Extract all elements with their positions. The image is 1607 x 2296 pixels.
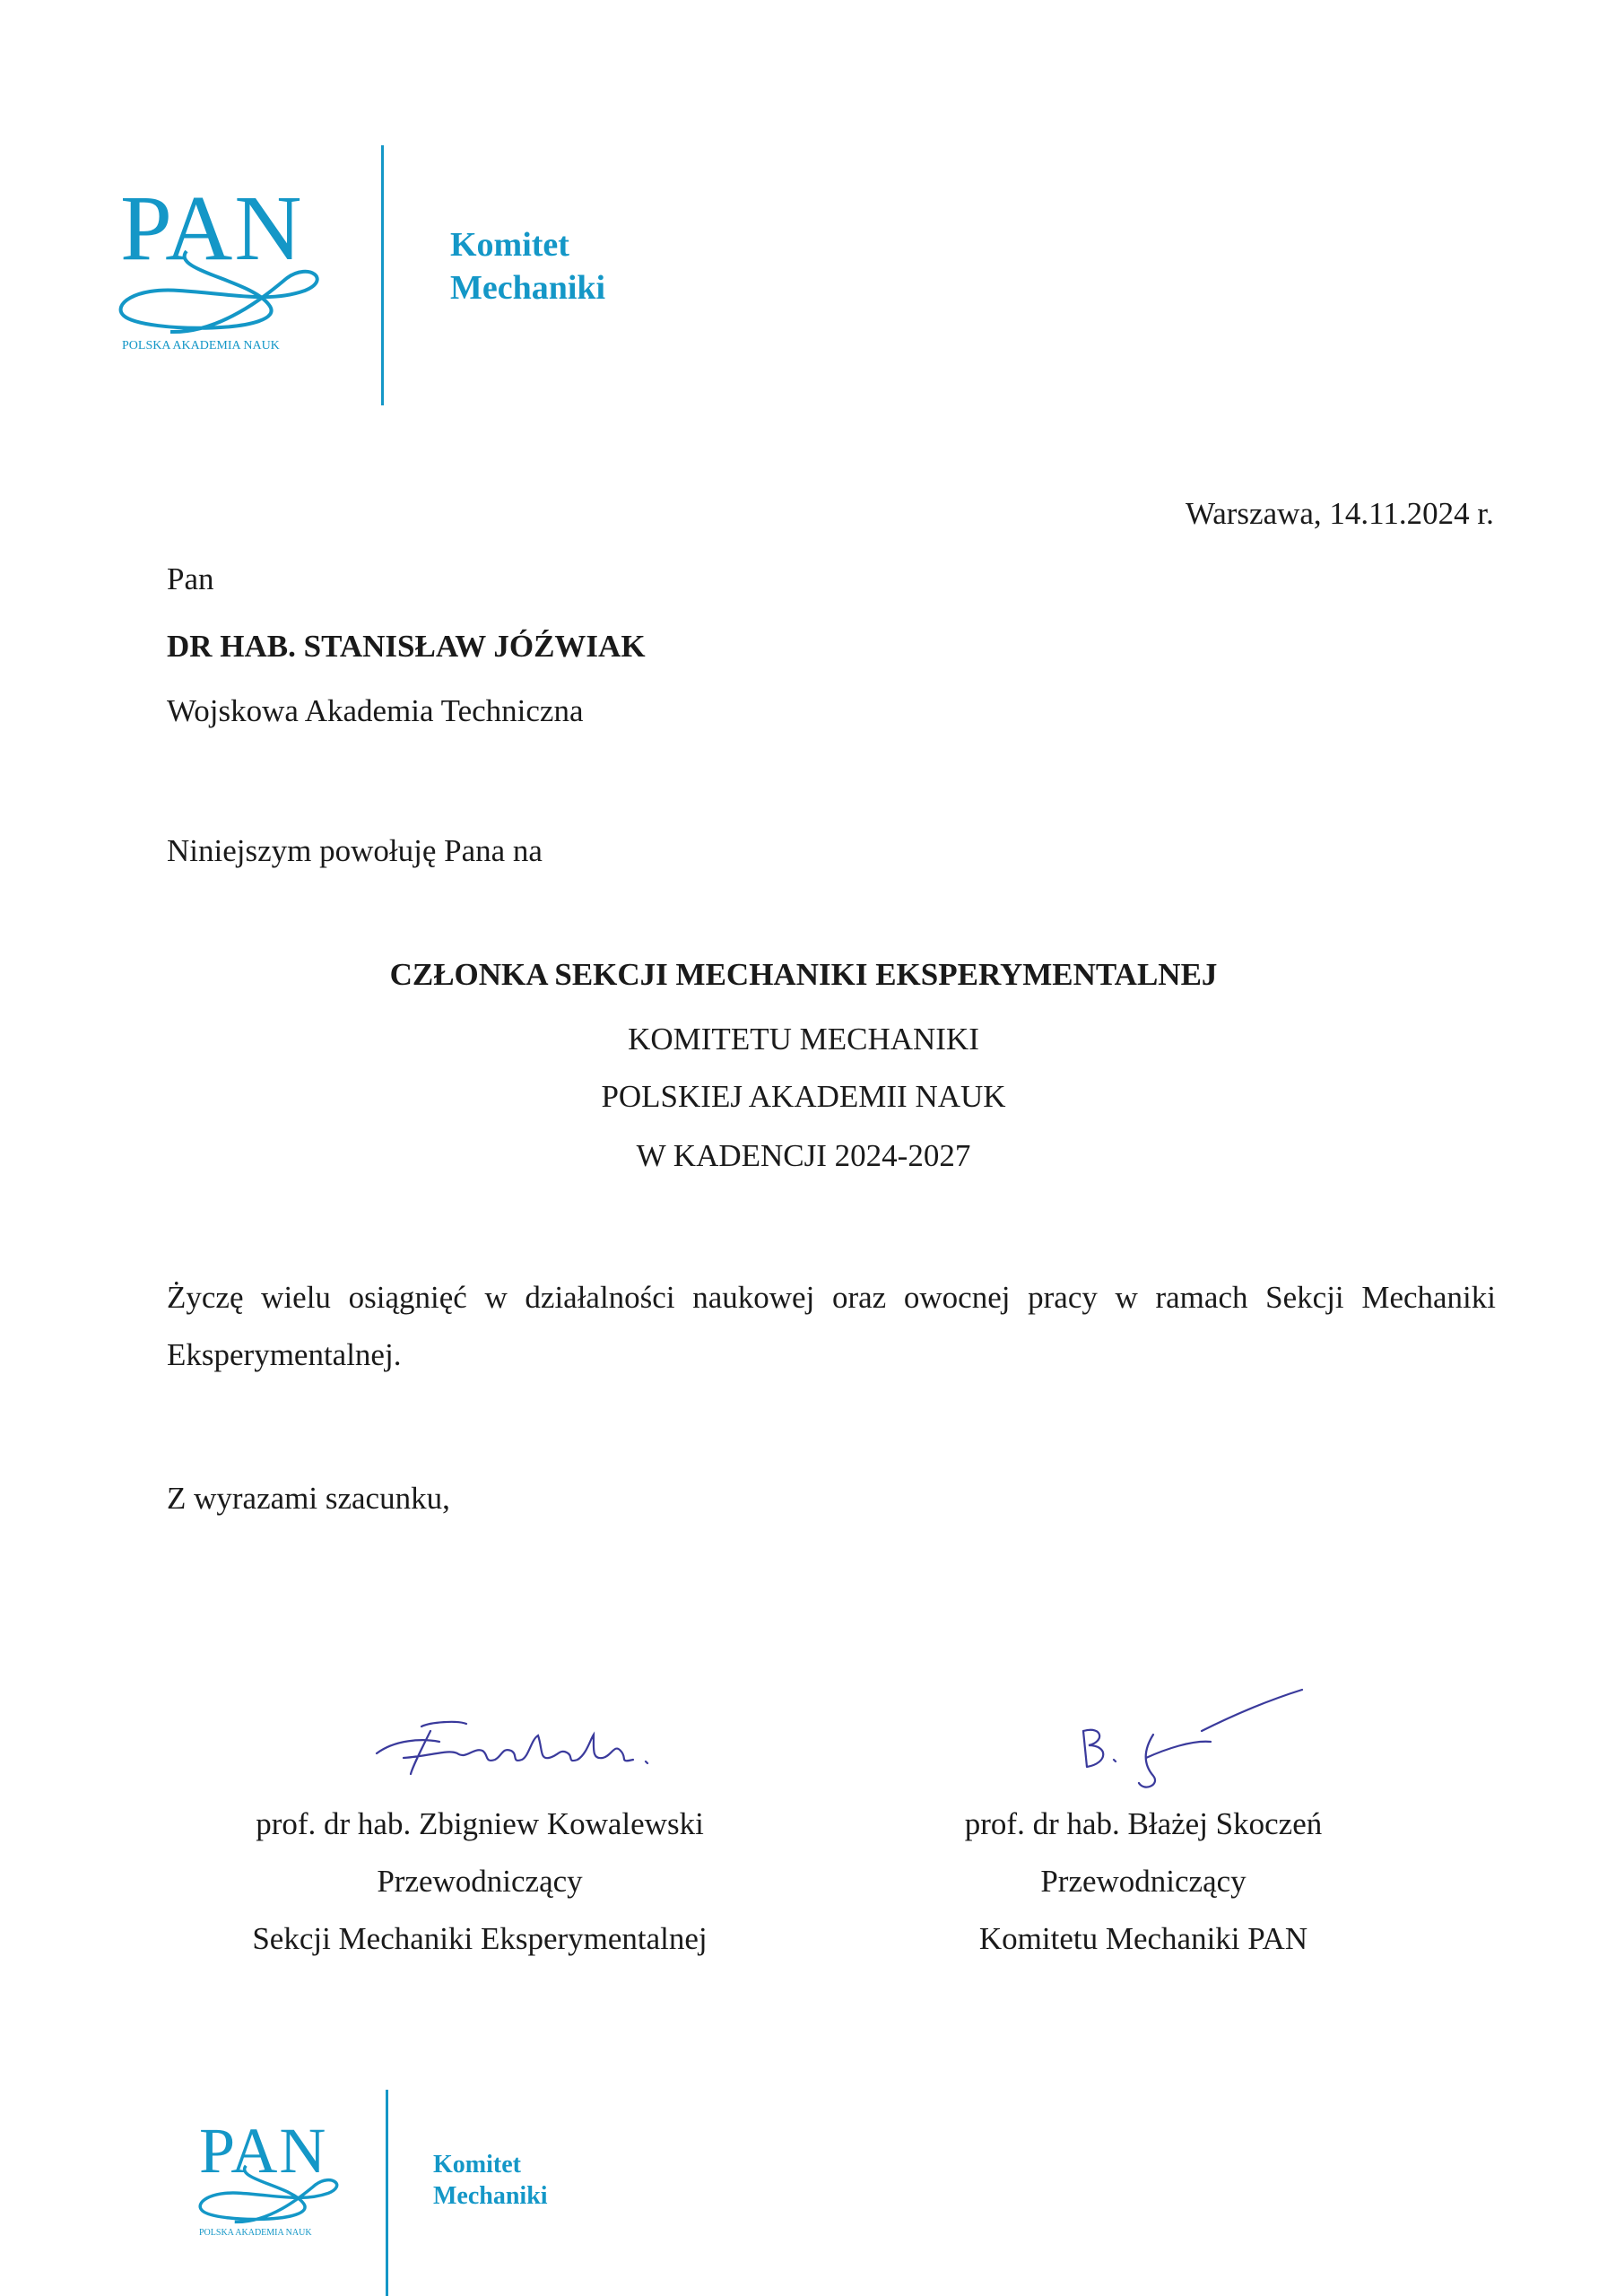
header-logo-subtitle: POLSKA AKADEMIA NAUK: [122, 339, 280, 352]
appointment-line2: KOMITETU MECHANIKI: [628, 1022, 979, 1057]
footer-logo-swirl-icon: [197, 2154, 341, 2230]
signatory-left: [206, 1796, 753, 1968]
header-logo-swirl-icon: [117, 235, 323, 343]
signatory-left-name: prof. dr hab. Zbigniew Kowalewski: [256, 1806, 704, 1841]
signatory-left-unit: Sekcji Mechaniki Eksperymentalnej: [252, 1921, 708, 1956]
appointment-line1: CZŁONKA SEKCJI MECHANIKI EKSPERYMENTALNEJ: [389, 957, 1218, 992]
recipient-institution: Wojskowa Akademia Techniczna: [167, 693, 584, 728]
recipient-salutation: Pan: [167, 561, 214, 596]
signatory-right-name: prof. dr hab. Błażej Skoczeń: [964, 1806, 1323, 1841]
closing-phrase: Z wyrazami szacunku,: [167, 1481, 450, 1516]
header-committee-line2: Mechaniki: [450, 268, 606, 307]
signature-kowalewski: [368, 1704, 682, 1785]
footer-committee-line2: Mechaniki: [433, 2182, 548, 2210]
signatory-right: [915, 1796, 1372, 1968]
body-intro: Niniejszym powołuję Pana na: [167, 833, 543, 868]
header-committee: [450, 224, 605, 309]
footer-committee: [433, 2149, 548, 2212]
appointment-line3: POLSKIEJ AKADEMII NAUK: [601, 1079, 1006, 1114]
header-divider: [381, 145, 384, 405]
appointment-line4: W KADENCJI 2024-2027: [636, 1138, 971, 1173]
signatory-right-role: Przewodniczący: [1040, 1864, 1247, 1899]
footer-logo-subtitle: POLSKA AKADEMIA NAUK: [199, 2228, 312, 2238]
footer-logo-pan: PAN: [199, 2115, 328, 2187]
recipient-name: DR HAB. STANISŁAW JÓŹWIAK: [167, 629, 646, 664]
header-logo: [117, 179, 350, 368]
footer-committee-line1: Komitet: [433, 2151, 521, 2179]
letter-date: Warszawa, 14.11.2024 r.: [1186, 496, 1494, 531]
footer-logo: [197, 2117, 350, 2247]
wishes-line1: Życzę wielu osiągnięć w działalności naukowej oraz owocnej pracy w ramach Sekcji Mechaniki: [167, 1280, 1496, 1315]
header-logo-pan: PAN: [120, 177, 304, 280]
signatory-right-unit: Komitetu Mechaniki PAN: [978, 1921, 1308, 1956]
signature-skoczen: [1067, 1686, 1309, 1794]
signatory-left-role: Przewodniczący: [377, 1864, 583, 1899]
header-committee-line1: Komitet: [450, 226, 569, 264]
footer-divider: [386, 2090, 388, 2296]
wishes-line2: Eksperymentalnej.: [167, 1337, 402, 1372]
